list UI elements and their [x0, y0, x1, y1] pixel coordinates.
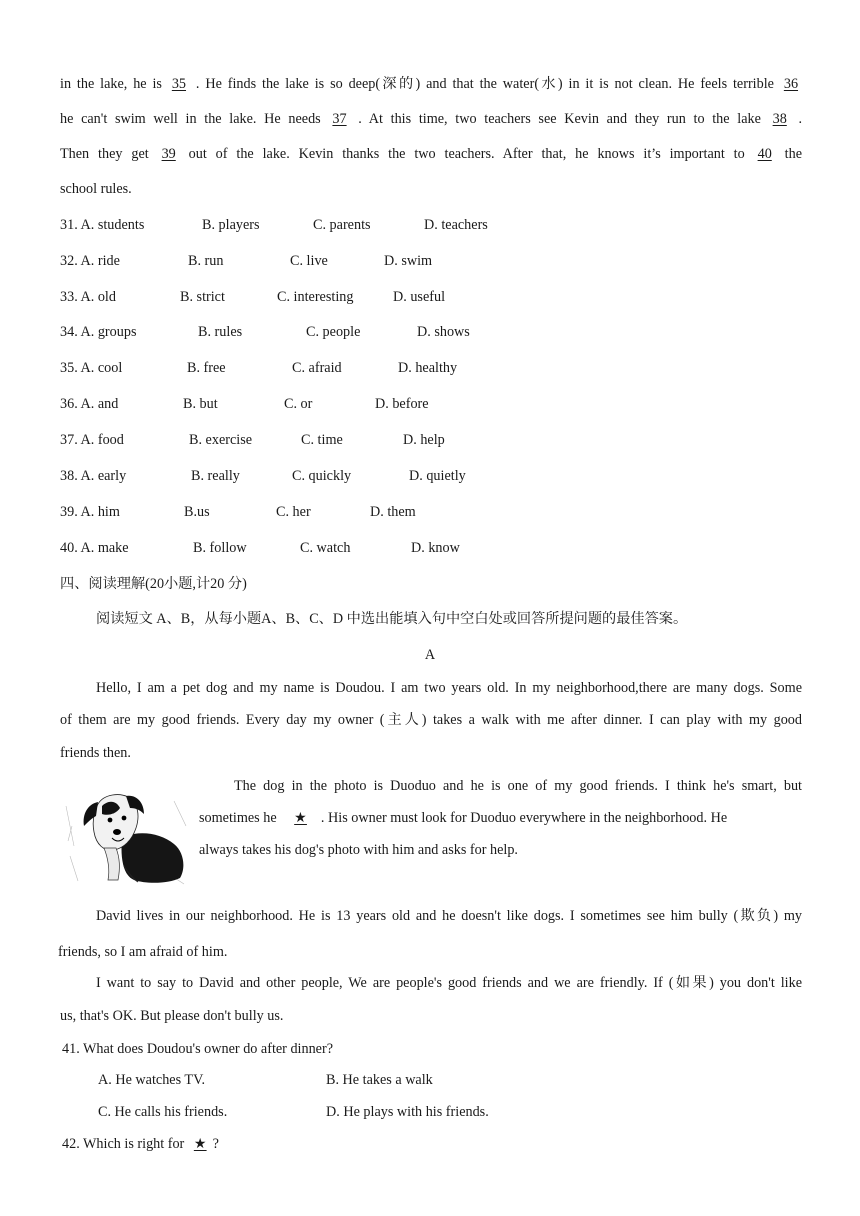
blank-39: 39 [161, 146, 176, 162]
question-41-option-b: B. He takes a walk [326, 1072, 433, 1088]
option-c: C. time [301, 432, 343, 448]
text: Then they get [60, 146, 149, 162]
passage-line: friends then. [60, 745, 131, 761]
text: sometimes he [199, 810, 277, 826]
passage-line: always takes his dog's photo with him and asks for help. [199, 842, 518, 858]
option-b: B. rules [198, 324, 243, 340]
option-b: B. really [191, 468, 240, 484]
option-c: C. live [290, 253, 328, 269]
question-number-and-option-a: 36. A. and [60, 396, 119, 412]
option-d: D. shows [417, 324, 470, 340]
question-41-option-a: A. He watches TV. [98, 1072, 206, 1088]
text: . [798, 111, 803, 127]
cloze-line-4: school rules. [60, 181, 132, 197]
option-c: C. quickly [292, 468, 352, 484]
question-number-and-option-a: 40. A. make [60, 540, 129, 556]
option-d: D. before [375, 396, 429, 412]
passage-line-with-blank [199, 808, 802, 828]
dog-photo [64, 786, 190, 886]
passage-line: David lives in our neighborhood. He is 13 years old and he doesn't like dogs. I sometimes see him bully (欺负) my [96, 908, 802, 924]
text: . His owner must look for Duoduo everywhere in the neighborhood. He [320, 810, 728, 826]
question-42-stem [62, 1134, 802, 1154]
option-b: B. strict [180, 289, 225, 305]
question-41-option-c: C. He calls his friends. [98, 1104, 228, 1120]
option-b: B. players [202, 217, 260, 233]
option-c: C. or [284, 396, 313, 412]
option-b: B. exercise [189, 432, 253, 448]
option-c: C. parents [313, 217, 371, 233]
question-number-and-option-a: 38. A. early [60, 468, 127, 484]
option-b: B. free [187, 360, 226, 376]
cloze-line-1 [60, 74, 802, 94]
option-d: D. useful [393, 289, 446, 305]
star-blank: ★ [294, 810, 307, 826]
question-41-option-d: D. He plays with his friends. [326, 1104, 489, 1120]
star-blank: ★ [193, 1136, 207, 1152]
text: . He finds the lake is so deep(深的) and that the water(水) in it is not clean. He feels terrible [195, 76, 774, 92]
text: ? [212, 1136, 219, 1152]
blank-38: 38 [772, 111, 787, 127]
text: out of the lake. Kevin thanks the two teachers. After that, he knows it’s important to [188, 146, 745, 162]
question-number-and-option-a: 31. A. students [60, 217, 145, 233]
cloze-line-3 [60, 144, 802, 164]
option-d: D. swim [384, 253, 433, 269]
option-d: D. help [403, 432, 445, 448]
question-number-and-option-a: 39. A. him [60, 504, 120, 520]
cloze-line-2 [60, 109, 802, 129]
option-c: C. interesting [277, 289, 354, 305]
text: he can't swim well in the lake. He needs [60, 111, 321, 127]
option-d: D. know [411, 540, 460, 556]
question-number-and-option-a: 33. A. old [60, 289, 116, 305]
blank-36: 36 [783, 76, 799, 92]
question-41-stem: 41. What does Doudou's owner do after dinner? [62, 1041, 333, 1057]
blank-40: 40 [757, 146, 772, 162]
text: . At this time, two teachers see Kevin and they run to the lake [358, 111, 761, 127]
question-number-and-option-a: 35. A. cool [60, 360, 123, 376]
text: 42. Which is right for [62, 1136, 185, 1152]
option-c: C. afraid [292, 360, 342, 376]
text: the [784, 146, 803, 162]
option-d: D. teachers [424, 217, 488, 233]
section-title: 四、阅读理解(20小题,计20 分) [60, 576, 247, 592]
passage-line: I want to say to David and other people, We are people's good friends and we are friendly. If (如果) you don't like [96, 975, 802, 991]
passage-line: The dog in the photo is Duoduo and he is one of my good friends. I think he's smart, but [234, 778, 802, 794]
blank-37: 37 [332, 111, 347, 127]
option-b: B. run [188, 253, 224, 269]
question-number-and-option-a: 34. A. groups [60, 324, 137, 340]
passage-label: A [424, 647, 436, 663]
option-d: D. healthy [398, 360, 458, 376]
option-b: B. but [183, 396, 218, 412]
passage-line: friends, so I am afraid of him. [58, 944, 228, 960]
option-b: B. follow [193, 540, 247, 556]
option-d: D. them [370, 504, 416, 520]
option-d: D. quietly [409, 468, 466, 484]
passage-line: of them are my good friends. Every day my owner (主人) takes a walk with me after dinner. I can play with my good [60, 712, 802, 728]
question-number-and-option-a: 37. A. food [60, 432, 124, 448]
section-instructions: 阅读短文 A、B，从每小题A、B、C、D 中选出能填入句中空白处或回答所提问题的最佳答案。 [96, 611, 688, 627]
option-b: B.us [184, 504, 210, 520]
question-number-and-option-a: 32. A. ride [60, 253, 120, 269]
option-c: C. her [276, 504, 311, 520]
text: in the lake, he is [60, 76, 162, 92]
option-c: C. watch [300, 540, 351, 556]
option-c: C. people [306, 324, 361, 340]
passage-line: Hello, I am a pet dog and my name is Doudou. I am two years old. In my neighborhood,there are many dogs. Some [96, 680, 802, 696]
passage-line: us, that's OK. But please don't bully us. [60, 1008, 284, 1024]
blank-35: 35 [171, 76, 187, 92]
